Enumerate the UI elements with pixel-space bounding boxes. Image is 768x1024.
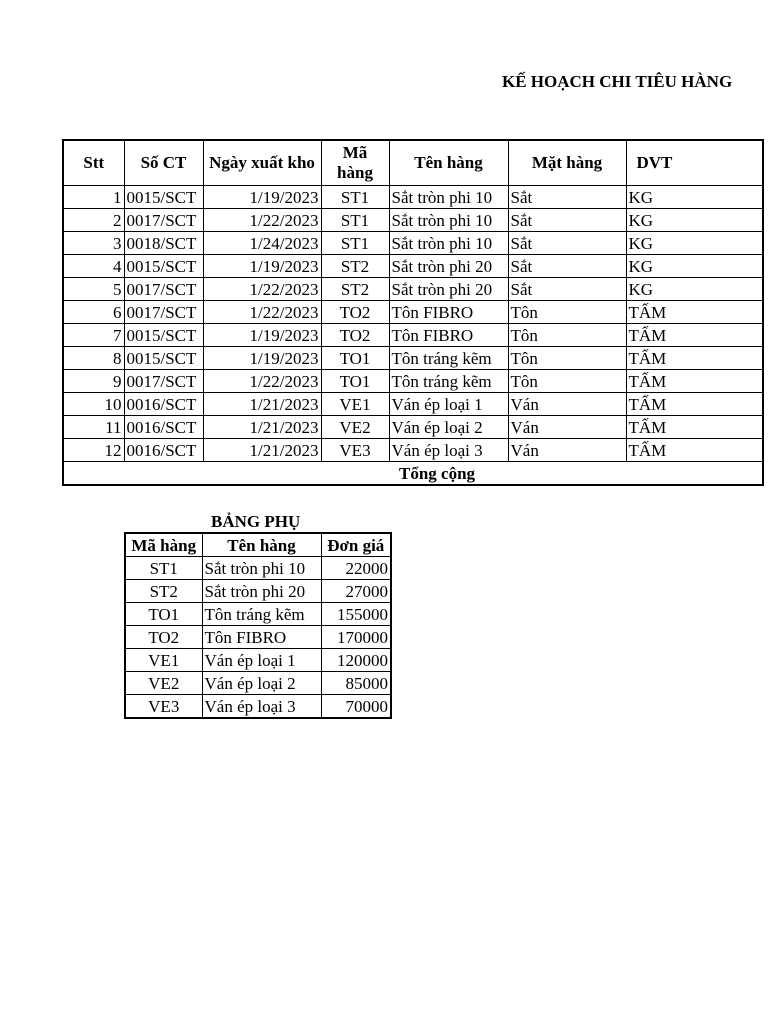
- cell-ten-hang[interactable]: Ván ép loại 1: [389, 393, 508, 416]
- cell-ten-hang[interactable]: Tôn FIBRO: [389, 301, 508, 324]
- cell-stt[interactable]: 12: [63, 439, 124, 462]
- cell-ten-hang[interactable]: Sắt tròn phi 20: [389, 278, 508, 301]
- cell-ten-hang[interactable]: Tôn tráng kẽm: [202, 603, 321, 626]
- cell-ten-hang[interactable]: Ván ép loại 2: [389, 416, 508, 439]
- table-row: [63, 232, 763, 255]
- cell-don-gia[interactable]: 155000: [321, 603, 391, 626]
- cell-ma-hang[interactable]: VE3: [125, 695, 202, 719]
- cell-ten-hang[interactable]: Sắt tròn phi 20: [202, 580, 321, 603]
- cell-dvt[interactable]: KG: [626, 232, 763, 255]
- cell-don-gia[interactable]: 85000: [321, 672, 391, 695]
- cell-ten-hang[interactable]: Sắt tròn phi 10: [389, 232, 508, 255]
- cell-dvt[interactable]: KG: [626, 186, 763, 209]
- cell-mat-hang[interactable]: Tôn: [508, 370, 626, 393]
- cell-ngay-xuat-kho[interactable]: 1/19/2023: [203, 324, 321, 347]
- cell-ngay-xuat-kho[interactable]: 1/21/2023: [203, 393, 321, 416]
- sub-table: [124, 532, 392, 719]
- cell-don-gia[interactable]: 120000: [321, 649, 391, 672]
- cell-ten-hang[interactable]: Tôn tráng kẽm: [389, 347, 508, 370]
- table-row: [63, 255, 763, 278]
- cell-stt[interactable]: 5: [63, 278, 124, 301]
- cell-so-ct[interactable]: 0015/SCT: [124, 255, 203, 278]
- cell-stt[interactable]: 2: [63, 209, 124, 232]
- header-mat-hang[interactable]: Mặt hàng: [508, 140, 626, 186]
- header-ten-hang[interactable]: Tên hàng: [389, 140, 508, 186]
- table-row: [63, 439, 763, 462]
- cell-so-ct[interactable]: 0017/SCT: [124, 301, 203, 324]
- cell-ma-hang[interactable]: TO2: [321, 301, 389, 324]
- cell-stt[interactable]: 3: [63, 232, 124, 255]
- cell-ten-hang[interactable]: Sắt tròn phi 10: [389, 186, 508, 209]
- cell-ma-hang[interactable]: TO1: [321, 370, 389, 393]
- cell-don-gia[interactable]: 170000: [321, 626, 391, 649]
- cell-ngay-xuat-kho[interactable]: 1/22/2023: [203, 370, 321, 393]
- cell-ten-hang[interactable]: Ván ép loại 3: [389, 439, 508, 462]
- cell-stt[interactable]: 9: [63, 370, 124, 393]
- cell-ten-hang[interactable]: Tôn FIBRO: [202, 626, 321, 649]
- cell-ten-hang[interactable]: Sắt tròn phi 20: [389, 255, 508, 278]
- table-row: [63, 209, 763, 232]
- cell-mat-hang[interactable]: Sắt: [508, 255, 626, 278]
- cell-ma-hang[interactable]: VE2: [125, 672, 202, 695]
- cell-mat-hang[interactable]: Sắt: [508, 209, 626, 232]
- cell-ten-hang[interactable]: Tôn tráng kẽm: [389, 370, 508, 393]
- cell-dvt[interactable]: TẤM: [626, 347, 763, 370]
- cell-mat-hang[interactable]: Ván: [508, 416, 626, 439]
- main-table: [62, 139, 764, 486]
- cell-ma-hang[interactable]: VE2: [321, 416, 389, 439]
- cell-ten-hang[interactable]: Ván ép loại 2: [202, 672, 321, 695]
- cell-mat-hang[interactable]: Ván: [508, 439, 626, 462]
- table-row: [125, 695, 391, 719]
- cell-ngay-xuat-kho[interactable]: 1/19/2023: [203, 255, 321, 278]
- cell-dvt[interactable]: TẤM: [626, 439, 763, 462]
- table-row: [63, 347, 763, 370]
- main-table-body: [63, 186, 763, 486]
- cell-stt[interactable]: 10: [63, 393, 124, 416]
- cell-ma-hang[interactable]: TO2: [125, 626, 202, 649]
- cell-ten-hang[interactable]: Sắt tròn phi 10: [202, 557, 321, 580]
- sub-table-body: [125, 557, 391, 719]
- sheet-title: KẾ HOẠCH CHI TIÊU HÀNG: [502, 72, 733, 91]
- cell-ngay-xuat-kho[interactable]: 1/24/2023: [203, 232, 321, 255]
- cell-mat-hang[interactable]: Sắt: [508, 232, 626, 255]
- cell-ma-hang[interactable]: ST2: [125, 580, 202, 603]
- cell-so-ct[interactable]: 0015/SCT: [124, 186, 203, 209]
- cell-so-ct[interactable]: 0016/SCT: [124, 393, 203, 416]
- table-row: [125, 626, 391, 649]
- table-row: [125, 603, 391, 626]
- cell-ngay-xuat-kho[interactable]: 1/22/2023: [203, 209, 321, 232]
- cell-stt[interactable]: 8: [63, 347, 124, 370]
- cell-ma-hang[interactable]: ST1: [321, 186, 389, 209]
- table-row: [63, 301, 763, 324]
- cell-ngay-xuat-kho[interactable]: 1/21/2023: [203, 416, 321, 439]
- cell-dvt[interactable]: KG: [626, 209, 763, 232]
- cell-stt[interactable]: 1: [63, 186, 124, 209]
- sub-table-title: BẢNG PHỤ: [211, 512, 301, 531]
- cell-dvt[interactable]: KG: [626, 255, 763, 278]
- cell-mat-hang[interactable]: Sắt: [508, 186, 626, 209]
- cell-ngay-xuat-kho[interactable]: 1/21/2023: [203, 439, 321, 462]
- table-row: [63, 278, 763, 301]
- cell-ma-hang[interactable]: VE1: [125, 649, 202, 672]
- table-row: [63, 393, 763, 416]
- cell-dvt[interactable]: TẤM: [626, 393, 763, 416]
- cell-dvt[interactable]: TẤM: [626, 301, 763, 324]
- table-row: [63, 186, 763, 209]
- cell-ma-hang[interactable]: ST1: [321, 209, 389, 232]
- header-ma-hang[interactable]: Mã hàng: [321, 140, 389, 186]
- cell-ngay-xuat-kho[interactable]: 1/19/2023: [203, 347, 321, 370]
- cell-ma-hang[interactable]: ST1: [321, 232, 389, 255]
- table-row: [63, 416, 763, 439]
- cell-don-gia[interactable]: 27000: [321, 580, 391, 603]
- main-table-region: [62, 139, 689, 499]
- table-row: [125, 672, 391, 695]
- cell-so-ct[interactable]: 0015/SCT: [124, 347, 203, 370]
- cell-so-ct[interactable]: 0017/SCT: [124, 209, 203, 232]
- header-stt[interactable]: Stt: [63, 140, 124, 186]
- main-header-row: [63, 140, 763, 186]
- cell-mat-hang[interactable]: Sắt: [508, 278, 626, 301]
- total-row: [63, 462, 763, 486]
- header-ngay-xuat-kho[interactable]: Ngày xuất kho: [203, 140, 321, 186]
- cell-ten-hang[interactable]: Ván ép loại 1: [202, 649, 321, 672]
- cell-ma-hang[interactable]: VE1: [321, 393, 389, 416]
- cell-ngay-xuat-kho[interactable]: 1/22/2023: [203, 278, 321, 301]
- cell-don-gia[interactable]: 22000: [321, 557, 391, 580]
- cell-stt[interactable]: 11: [63, 416, 124, 439]
- cell-so-ct[interactable]: 0017/SCT: [124, 278, 203, 301]
- cell-don-gia[interactable]: 70000: [321, 695, 391, 719]
- cell-mat-hang[interactable]: Tôn: [508, 324, 626, 347]
- cell-stt[interactable]: 7: [63, 324, 124, 347]
- cell-mat-hang[interactable]: Tôn: [508, 347, 626, 370]
- table-row: [63, 370, 763, 393]
- cell-ten-hang[interactable]: Sắt tròn phi 10: [389, 209, 508, 232]
- cell-mat-hang[interactable]: Tôn: [508, 301, 626, 324]
- cell-dvt[interactable]: TẤM: [626, 416, 763, 439]
- sub-header-ten-hang[interactable]: Tên hàng: [202, 533, 321, 557]
- sub-header-ma-hang[interactable]: Mã hàng: [125, 533, 202, 557]
- cell-ma-hang[interactable]: TO2: [321, 324, 389, 347]
- cell-so-ct[interactable]: 0017/SCT: [124, 370, 203, 393]
- sub-header-row: [125, 533, 391, 557]
- header-dvt[interactable]: DVT: [626, 140, 763, 186]
- cell-ngay-xuat-kho[interactable]: 1/19/2023: [203, 186, 321, 209]
- total-label[interactable]: Tổng cộng: [63, 462, 763, 486]
- cell-so-ct[interactable]: 0016/SCT: [124, 416, 203, 439]
- cell-ma-hang[interactable]: ST2: [321, 278, 389, 301]
- table-row: [125, 557, 391, 580]
- table-row: [125, 580, 391, 603]
- cell-so-ct[interactable]: 0015/SCT: [124, 324, 203, 347]
- table-row: [125, 649, 391, 672]
- cell-ma-hang[interactable]: TO1: [321, 347, 389, 370]
- cell-dvt[interactable]: TẤM: [626, 324, 763, 347]
- sub-header-don-gia[interactable]: Đơn giá: [321, 533, 391, 557]
- cell-ten-hang[interactable]: Tôn FIBRO: [389, 324, 508, 347]
- cell-so-ct[interactable]: 0018/SCT: [124, 232, 203, 255]
- cell-stt[interactable]: 6: [63, 301, 124, 324]
- cell-dvt[interactable]: KG: [626, 278, 763, 301]
- cell-ma-hang[interactable]: ST2: [321, 255, 389, 278]
- header-so-ct[interactable]: Số CT: [124, 140, 203, 186]
- cell-ma-hang[interactable]: ST1: [125, 557, 202, 580]
- cell-so-ct[interactable]: 0016/SCT: [124, 439, 203, 462]
- cell-ngay-xuat-kho[interactable]: 1/22/2023: [203, 301, 321, 324]
- table-row: [63, 324, 763, 347]
- cell-stt[interactable]: 4: [63, 255, 124, 278]
- cell-ma-hang[interactable]: TO1: [125, 603, 202, 626]
- cell-ma-hang[interactable]: VE3: [321, 439, 389, 462]
- cell-ten-hang[interactable]: Ván ép loại 3: [202, 695, 321, 719]
- cell-dvt[interactable]: TẤM: [626, 370, 763, 393]
- cell-mat-hang[interactable]: Ván: [508, 393, 626, 416]
